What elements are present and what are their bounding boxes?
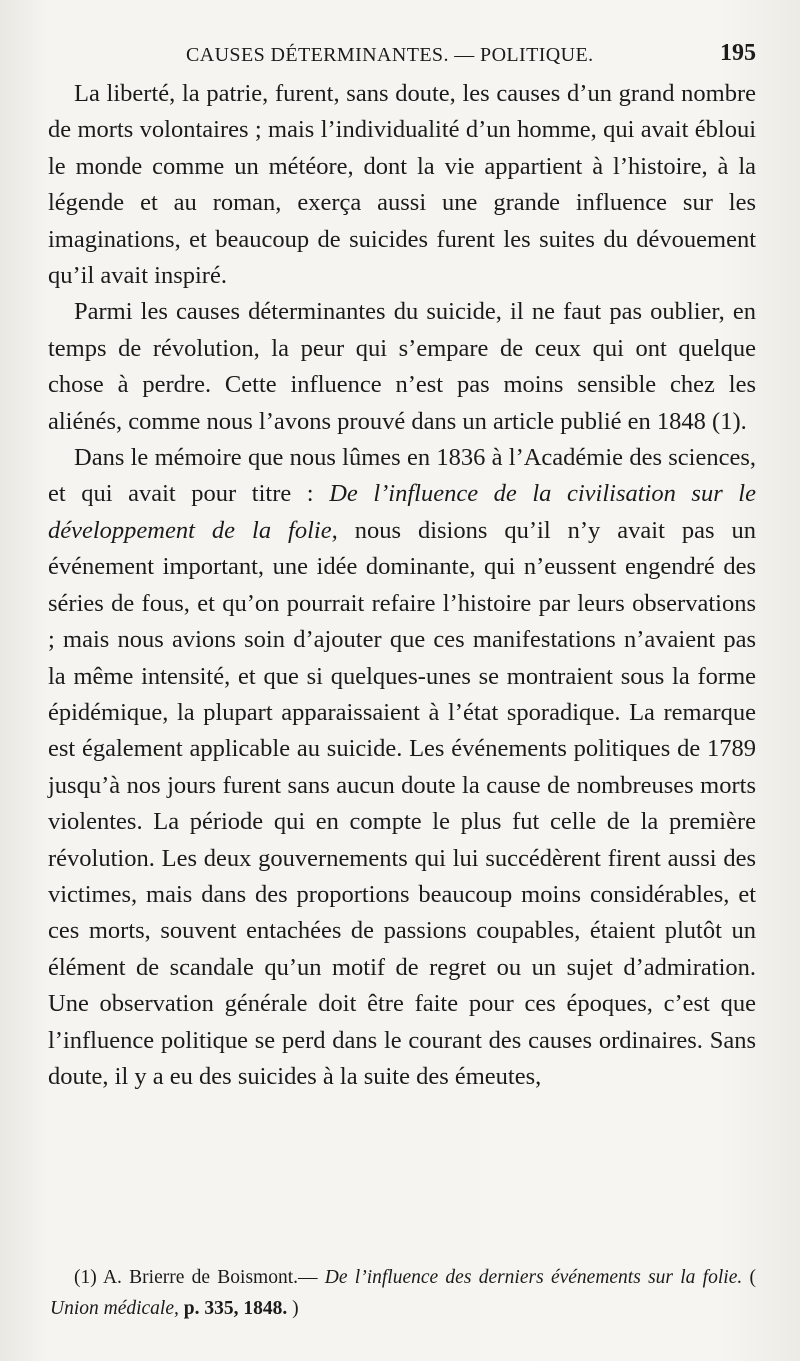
footnote-text (50, 1262, 756, 1324)
footnote-journal: Union médicale, (50, 1298, 179, 1319)
running-title: CAUSES DÉTERMINANTES. — POLITIQUE. (186, 44, 594, 66)
running-head (186, 38, 756, 72)
footnote (50, 1262, 756, 1324)
paragraph-1: La liberté, la patrie, furent, sans doute, les causes d’un grand nombre de morts volontaires ; mais l’individualité d’un homme, qui avait ébloui le monde comme un météore, dont la vie appartient à l’histoire, à la légende et au roman, exerça aussi une grande influence sur les imaginations, et beaucoup de suicides furent les suites du dévouement qu’il avait inspiré. (48, 80, 756, 290)
footnote-title: De l’influence des derniers événements sur la folie. (324, 1267, 743, 1288)
footnote-marker: (1) (74, 1267, 97, 1288)
footnote-source-close: ) (292, 1298, 299, 1319)
paragraph-2: Parmi les causes déterminantes du suicide, il ne faut pas oublier, en temps de révolution, la peur qui s’empare de ceux qui ont quelque chose à perdre. Cette influence n’est pas moins sensible chez les aliénés, comme nous l’avons prouvé dans un article publié en 1848 (1). (48, 298, 756, 435)
memoir-title: De l’influence de la civilisation sur le développement de la folie, (48, 480, 756, 544)
footnote-source-open: ( (749, 1267, 756, 1288)
footnote-author: A. Brierre de Boismont.— (102, 1267, 318, 1288)
body-text (48, 76, 756, 1095)
paragraph-3 (48, 440, 756, 1095)
paragraph-3-rest: nous disions qu’il n’y avait pas un événement important, une idée dominante, qui n’eussent engendré des séries de fous, et qu’on pourrait refaire l’histoire par leurs observations ; mais nous avions soin d’ajouter que ces manifestations n’avaient pas la même intensité, et que si quelques-unes se montraient sous la forme épidémique, la plupart apparaissaient à l’état sporadique. La remarque est également applicable au suicide. Les événements politiques de 1789 jusqu’à nos jours furent sans aucun doute la cause de nombreuses morts violentes. La période qui en compte le plus fut celle de la première révolution. Les deux gouvernements qui lui succédèrent firent aussi des victimes, mais dans des proportions beaucoup moins considérables, et ces morts, souvent entachées de passions coupables, étaient plutôt un élément de scandale qu’un motif de regret ou un sujet d’admiration. Une observation générale doit être faite pour ces époques, c’est que l’influence politique se perd dans le courant des causes ordinaires. Sans doute, il y a eu des suicides à la suite des émeutes, (48, 516, 756, 1090)
paragraph-3-lead: Dans le mémoire que nous lûmes en 1836 à l’Académie des sciences, et qui avait pour titre : (48, 444, 756, 508)
footnote-pages: p. 335, 1848. (183, 1298, 288, 1319)
page-number: 195 (720, 40, 756, 66)
